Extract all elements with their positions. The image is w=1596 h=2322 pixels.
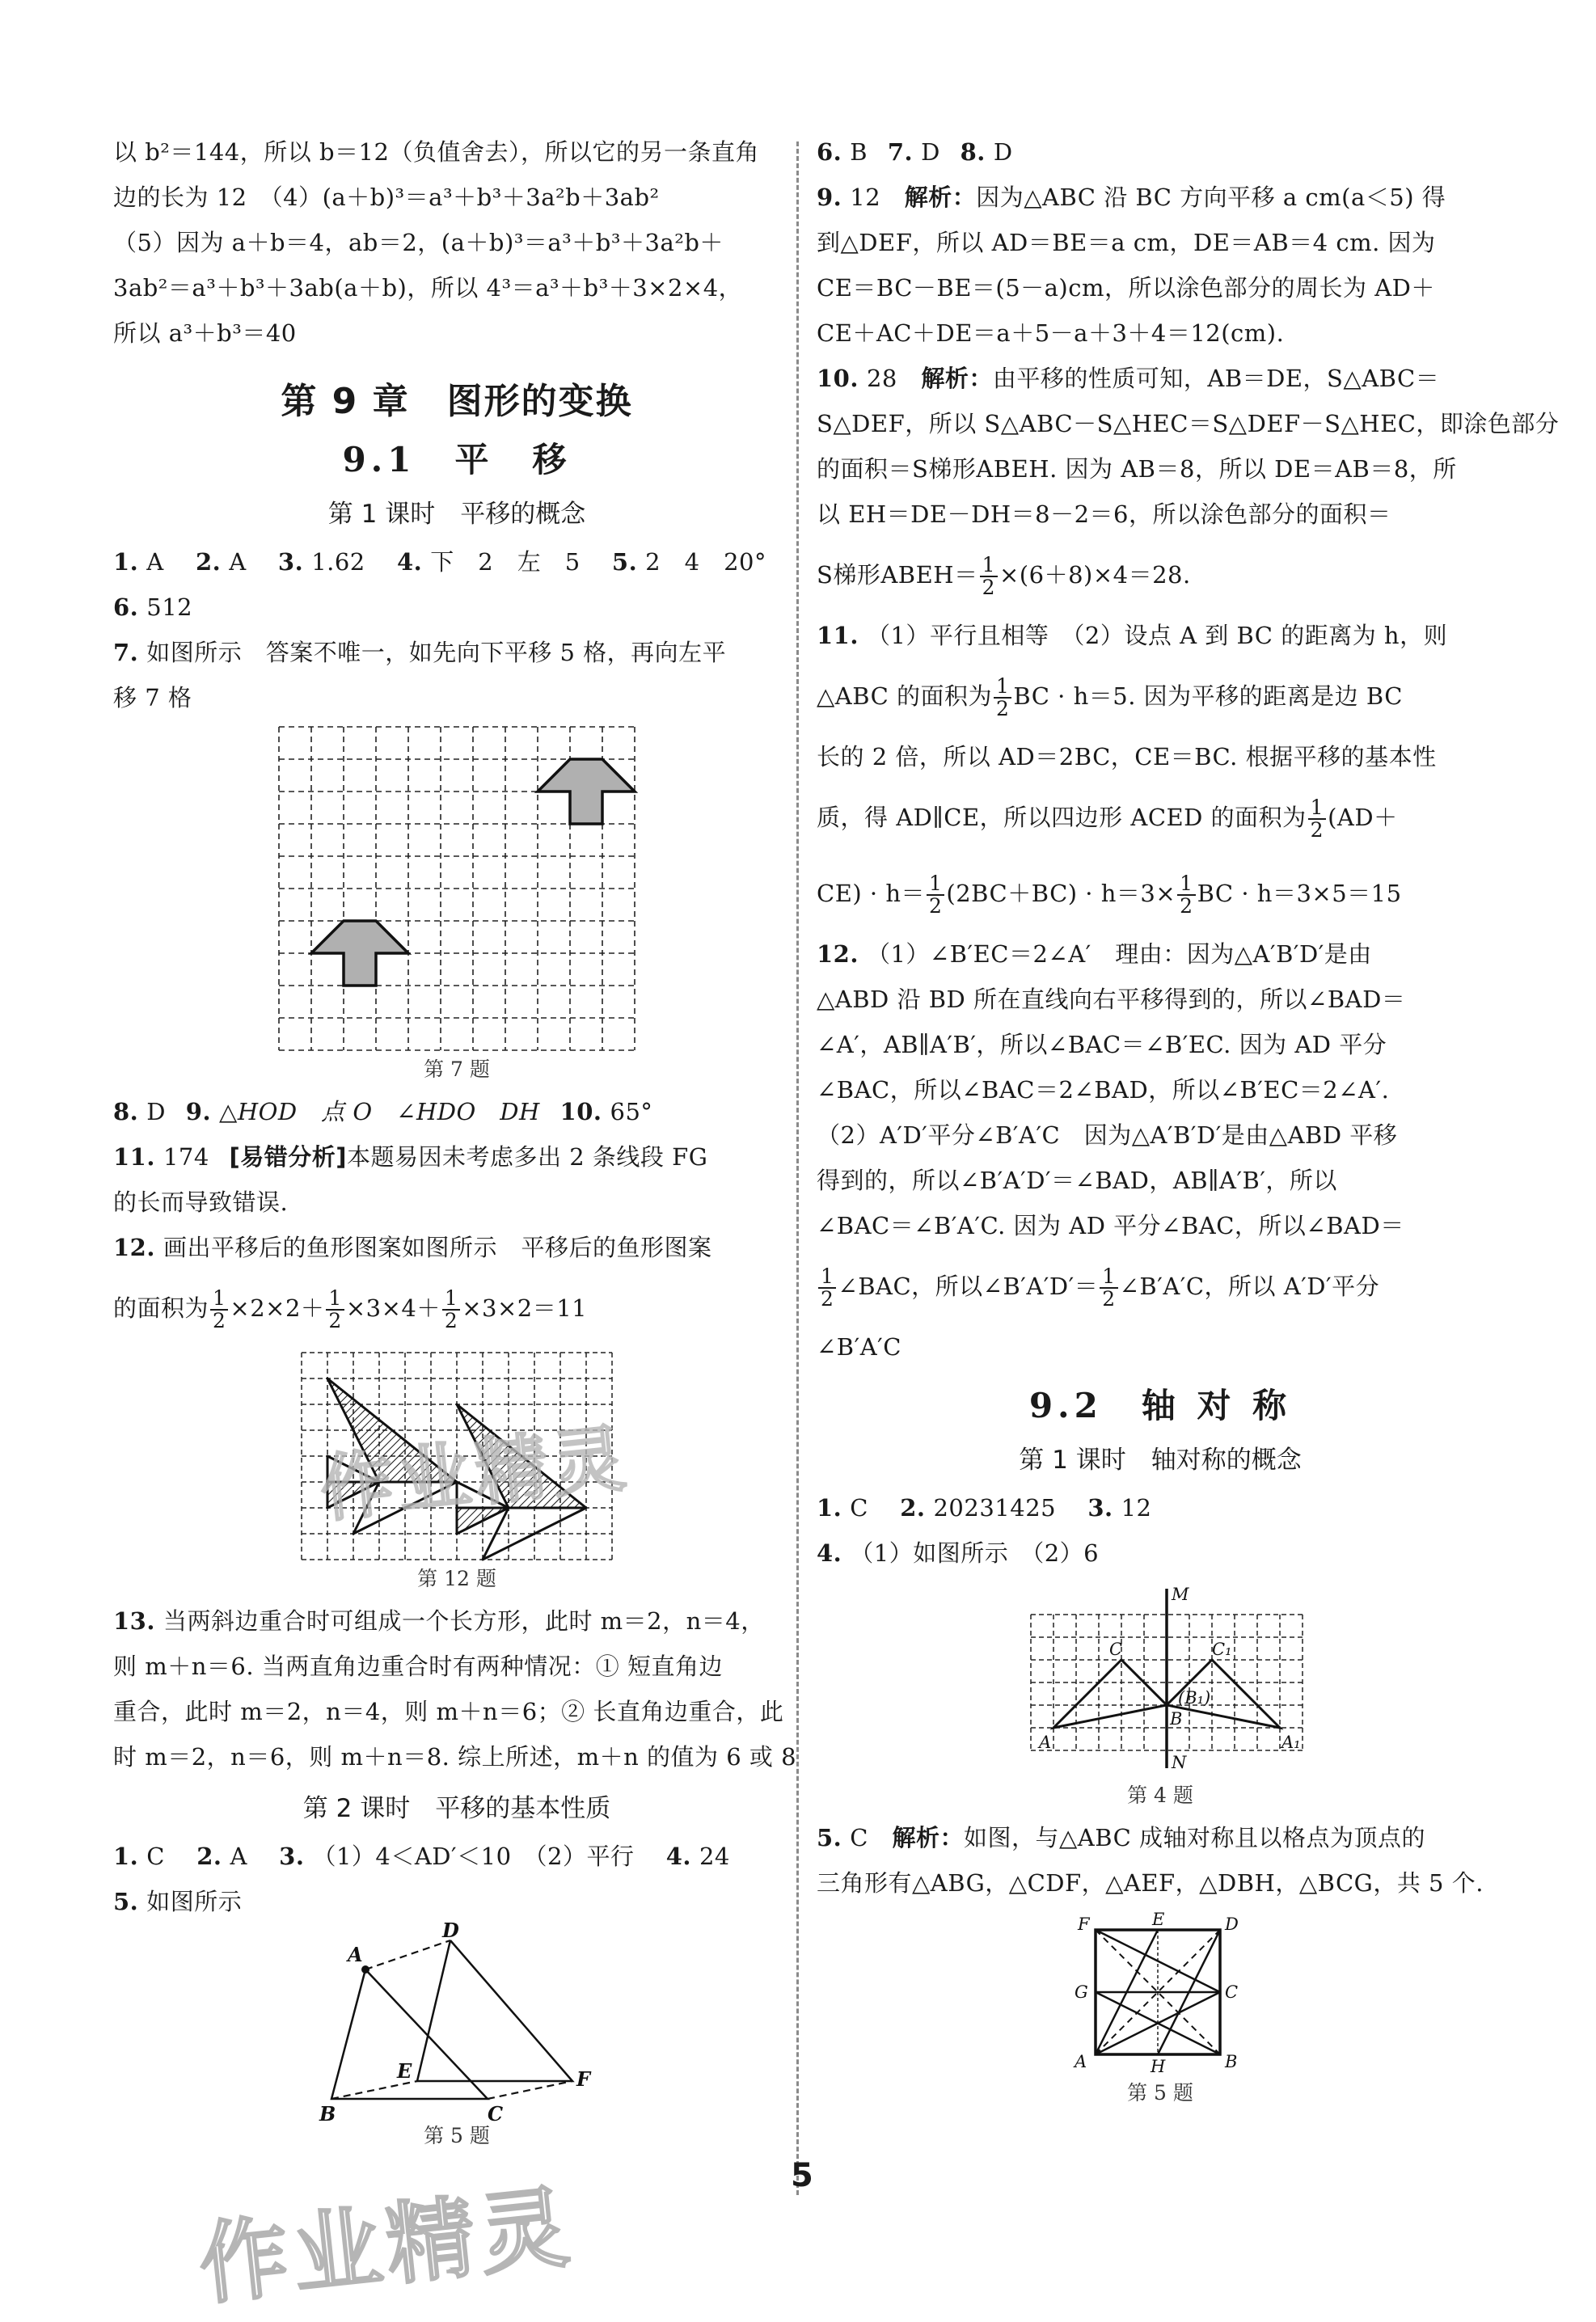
answers-1-3 [817,1485,1504,1530]
answer-11-continued [817,855,1504,931]
answer-10-continued: 的面积＝S梯形ABEH. 因为 AB＝8，所以 DE＝AB＝8，所 [817,455,1457,483]
answer-12-continued: ∠A′，AB∥A′B′，所以∠BAC＝∠B′EC. 因为 AD 平分 [817,1031,1387,1058]
square-symmetry-figure [1071,1912,1249,2074]
numerator: 1 [210,1288,228,1311]
answer-12 [817,931,1504,977]
question-number: 6. [817,138,842,166]
answer-10-continued: S△DEF，所以 S△ABC－S△HEC＝S△DEF－S△HEC，即涂色部分 [817,410,1560,437]
explanation: 因为△ABC 沿 BC 方向平移 a cm(a＜5) 得 [976,184,1446,211]
answer-12-continued: ∠BAC＝∠B′A′C. 因为 AD 平分∠BAC，所以∠BAD＝ [817,1212,1404,1239]
answer-11-continued [817,658,1504,734]
label-a: A [1039,1733,1052,1752]
label-h: H [1151,2057,1166,2076]
question-number: 2. [900,1494,926,1522]
question-number: 9. [185,1098,212,1125]
fraction [818,1266,836,1310]
answer: （1）如图所示 （2）6 [850,1539,1100,1567]
answer-7-continued: 移 7 格 [113,684,192,711]
answer-12-continued: △ABD 沿 BD 所在直线向右平移得到的，所以∠BAD＝ [817,986,1406,1013]
answer-12-formula [113,1270,800,1346]
figure-caption: 第 12 题 [417,1567,496,1590]
answers-1-5 [113,539,800,585]
lesson-title-axis-1: 第 1 课时 轴对称的概念 [1019,1446,1302,1475]
answer: 下 2 左 5 [430,548,581,576]
answer: 24 [699,1843,730,1870]
answer-11-continued: 长的 2 倍，所以 AD＝2BC，CE＝BC. 根据平移的基本性 [817,743,1437,770]
answer: 20231425 [933,1494,1057,1522]
section-title-9-2: 9.2 轴 对 称 [1028,1386,1292,1425]
text: ×3×2＝11 [462,1294,588,1322]
fraction [1100,1266,1117,1310]
answer: A [230,1843,247,1870]
intro-line: （5）因为 a＋b＝4，ab＝2，(a＋b)³＝a³＋b³＋3a²b＋ [113,229,724,256]
answer-12-continued [817,1248,1504,1324]
fraction [994,676,1011,720]
fraction [442,1288,460,1332]
answer-9-continued: 到△DEF，所以 AD＝BE＝a cm，DE＝AB＝4 cm. 因为 [817,229,1436,256]
answer-13-continued: 时 m＝2，n＝6，则 m＋n＝8. 综上所述，m＋n 的值为 6 或 8 [113,1743,797,1771]
question-number: 4. [665,1843,691,1870]
numerator: 1 [927,873,944,896]
answer-12-continued: ∠BAC，所以∠BAC＝2∠BAD，所以∠B′EC＝2∠A′. [817,1076,1390,1104]
answers-8-10 [113,1089,800,1134]
label-a1: A₁ [1281,1733,1301,1752]
answer: C [146,1843,165,1870]
answer-5 [113,1879,800,1924]
label-b: B [1225,2052,1238,2071]
question-number: 1. [113,548,139,576]
answer: C [850,1494,868,1522]
answer-4 [817,1530,1504,1576]
numerator: 1 [994,676,1011,699]
label-e: E [1152,1910,1165,1929]
answer: （1）∠B′EC＝2∠A′ 理由：因为△A′B′D′是由 [866,940,1372,968]
answer-12-continued: ∠B′A′C [817,1333,901,1361]
label-f: F [576,2067,591,2091]
text: 的面积为 [113,1294,209,1322]
label-c: C [1225,1982,1239,2002]
text: (2BC＋BC) · h＝3× [946,880,1176,907]
figure-caption: 第 4 题 [1127,1784,1193,1807]
answer: 画出平移后的鱼形图案如图所示 平移后的鱼形图案 [163,1234,712,1261]
answer: 512 [146,593,193,621]
answer: 28 [866,365,897,392]
text: (AD＋ [1328,804,1398,831]
answer-11 [817,613,1504,658]
intro-line: 以 b²＝144，所以 b＝12（负值舍去），所以它的另一条直角 [113,138,759,166]
answer-10 [817,356,1504,401]
question-number: 12. [113,1234,155,1261]
numerator: 1 [1308,797,1326,820]
text: CE) · h＝ [817,880,926,907]
answer-12 [113,1225,800,1270]
analysis-tag: 解析： [892,1824,964,1851]
label-g: G [1075,1982,1088,2002]
fraction [326,1288,344,1332]
label-b1: (B₁) [1178,1688,1211,1708]
label-b: B [1170,1709,1183,1729]
denominator: 2 [444,1309,458,1332]
answer: D [993,138,1013,166]
figure-caption: 第 7 题 [424,1058,490,1081]
answer-12-continued: （2）A′D′平分∠B′A′C 因为△A′B′D′是由△ABD 平移 [817,1121,1398,1149]
question-number: 5. [817,1824,842,1851]
label-c1: C₁ [1212,1640,1232,1659]
label-b: B [319,2102,336,2126]
figure-q5-translation [113,1919,800,2149]
text: BC · h＝3×5＝15 [1197,880,1402,907]
question-number: 2. [196,1843,222,1870]
analysis-tag: 解析： [904,184,977,211]
answer-12-continued: 得到的，所以∠B′A′D′＝∠BAD，AB∥A′B′，所以 [817,1167,1337,1194]
page-number: 5 [791,2157,813,2194]
fraction [1177,873,1195,917]
question-number: 9. [817,184,842,211]
text: ×3×4＋ [345,1294,441,1322]
figure-q5-square [817,1912,1504,2106]
answer: 65° [610,1098,653,1125]
question-number: 11. [817,622,859,649]
question-number: 3. [279,1843,305,1870]
answers-1-4 [113,1834,800,1879]
error-analysis-tag: [易错分析] [229,1143,348,1171]
question-number: 10. [559,1098,602,1125]
answer-13-continued: 重合，此时 m＝2，n＝4，则 m＋n＝6；② 长直角边重合，此 [113,1698,784,1725]
explanation: 如图，与△ABC 成轴对称且以格点为顶点的 [964,1824,1426,1851]
lesson-title-2: 第 2 课时 平移的基本性质 [302,1794,611,1823]
answer: （1）平行且相等 （2）设点 A 到 BC 的距离为 h，则 [866,622,1448,649]
answer-6 [113,585,800,630]
question-number: 2. [195,548,222,576]
denominator: 2 [213,1309,226,1332]
fraction [210,1288,228,1332]
answer: 如图所示 答案不唯一，如先向下平移 5 格，再向左平 [146,639,727,666]
watermark: 作业精灵 [316,1416,635,1533]
answer-10-formula [817,537,1504,613]
numerator: 1 [1177,873,1195,896]
label-n: N [1172,1753,1187,1772]
denominator: 2 [1102,1287,1116,1311]
denominator: 2 [996,697,1010,720]
answer-13-continued: 则 m＋n＝6. 当两直角边重合时有两种情况：① 短直角边 [113,1653,724,1680]
chapter-title: 第 9 章 图形的变换 [281,381,633,422]
question-number: 6. [113,593,139,621]
answer-5-continued: 三角形有△ABG，△CDF，△AEF，△DBH，△BCG，共 5 个. [817,1869,1484,1897]
answer: 当两斜边重合时可组成一个长方形，此时 m＝2，n＝4， [163,1607,765,1635]
question-number: 3. [1087,1494,1113,1522]
answer: D [146,1098,167,1125]
question-number: 1. [113,1843,139,1870]
fraction [927,873,944,917]
figure-q4-axis [817,1582,1504,1809]
figure-q7 [113,727,800,1083]
text: △ABC 的面积为 [817,682,993,710]
answer: △HOD 点 O ∠HDO DH [219,1098,540,1125]
figure-caption: 第 5 题 [1127,2081,1193,2105]
explanation: 由平移的性质可知，AB＝DE，S△ABC＝ [992,365,1440,392]
answer: 2 4 20° [645,548,766,576]
question-number: 5. [113,1888,139,1915]
text: ×2×2＋ [230,1294,325,1322]
label-c: C [488,2102,504,2126]
grid-arrow-figure [279,727,635,1050]
numerator: 1 [818,1266,836,1289]
answer-9-continued: CE＋AC＋DE＝a＋5－a＋3＋4＝12(cm). [817,319,1285,347]
label-a: A [1075,2052,1087,2071]
answer-5 [817,1815,1504,1860]
question-number: 7. [887,138,914,166]
answer-10-continued: 以 EH＝DE－DH＝8－2＝6，所以涂色部分的面积＝ [817,500,1391,528]
numerator: 1 [1100,1266,1117,1289]
intro-line: 边的长为 12 （4）(a＋b)³＝a³＋b³＋3a²b＋3ab² [113,184,660,211]
answer: A [229,548,247,576]
figure-q12 [113,1353,800,1592]
denominator: 2 [1310,818,1324,842]
numerator: 1 [442,1288,460,1311]
answer-13 [113,1598,800,1644]
question-number: 8. [960,138,986,166]
question-number: 13. [113,1607,155,1635]
text: BC · h＝5. 因为平移的距离是边 BC [1013,682,1403,710]
text: S梯形ABEH＝ [817,561,978,589]
right-column [817,129,1560,2113]
denominator: 2 [982,576,995,599]
text: ∠B′A′C，所以 A′D′平分 [1119,1273,1380,1300]
lesson-title-1: 第 1 课时 平移的概念 [327,500,586,529]
question-number: 12. [817,940,859,968]
numerator: 1 [326,1288,344,1311]
intro-line: 3ab²＝a³＋b³＋3ab(a＋b)，所以 4³＝a³＋b³＋3×2×4， [113,274,743,302]
label-d: D [442,1919,459,1942]
arrow-original [538,759,635,824]
answer: 12 [850,184,881,211]
answer: 12 [1121,1494,1152,1522]
label-d: D [1225,1915,1239,1934]
answer-7 [113,630,800,675]
answer-11 [113,1134,800,1180]
text: ∠BAC，所以∠B′A′D′＝ [838,1273,1099,1300]
answers-6-8 [817,129,1504,175]
answer: 174 [163,1143,209,1171]
label-a: A [348,1943,363,1966]
text: 质，得 AD∥CE，所以四边形 ACED 的面积为 [817,804,1307,831]
watermark: 作业精灵 [194,2175,579,2317]
question-number: 4. [817,1539,842,1567]
answer: 如图所示 [146,1888,243,1915]
question-number: 8. [113,1098,139,1125]
numerator: 1 [980,555,998,577]
denominator: 2 [1180,894,1193,918]
intro-line: 所以 a³＋b³＝40 [113,319,297,347]
analysis-tag: 解析： [921,365,993,392]
fraction [980,555,998,598]
denominator: 2 [821,1287,834,1311]
answer-9-continued: CE＝BC－BE＝(5－a)cm，所以涂色部分的周长为 AD＋ [817,274,1435,302]
arrow-translated [311,921,408,986]
denominator: 2 [929,894,943,918]
question-number: 1. [817,1494,842,1522]
question-number: 7. [113,639,139,666]
answer: （1）4＜AD′＜10 （2）平行 [312,1843,635,1870]
answer: 1.62 [311,548,365,576]
question-number: 3. [277,548,304,576]
fraction [1308,797,1326,841]
answer: A [146,548,164,576]
answer-11-continued: 的长而导致错误. [113,1188,289,1216]
fish-translation-figure [302,1353,612,1560]
label-e: E [397,2059,412,2083]
explanation: 本题易因未考虑多出 2 条线段 FG [347,1143,708,1171]
axis-symmetry-figure [999,1582,1322,1776]
label-m: M [1172,1585,1189,1604]
question-number: 5. [611,548,638,576]
triangle-translation-figure [303,1919,610,2126]
label-c: C [1109,1640,1123,1659]
answer-11-continued [817,779,1504,855]
text: ×(6＋8)×4＝28. [999,561,1191,589]
left-column [113,129,800,2155]
answer: D [921,138,940,166]
label-f: F [1078,1915,1090,1934]
question-number: 4. [396,548,423,576]
answer: C [850,1824,868,1851]
answer: B [850,138,868,166]
question-number: 11. [113,1143,155,1171]
question-number: 10. [817,365,859,392]
answer-9 [817,175,1504,220]
denominator: 2 [328,1309,342,1332]
section-title-9-1: 9.1 平 移 [342,440,572,479]
figure-caption: 第 5 题 [424,2124,490,2147]
